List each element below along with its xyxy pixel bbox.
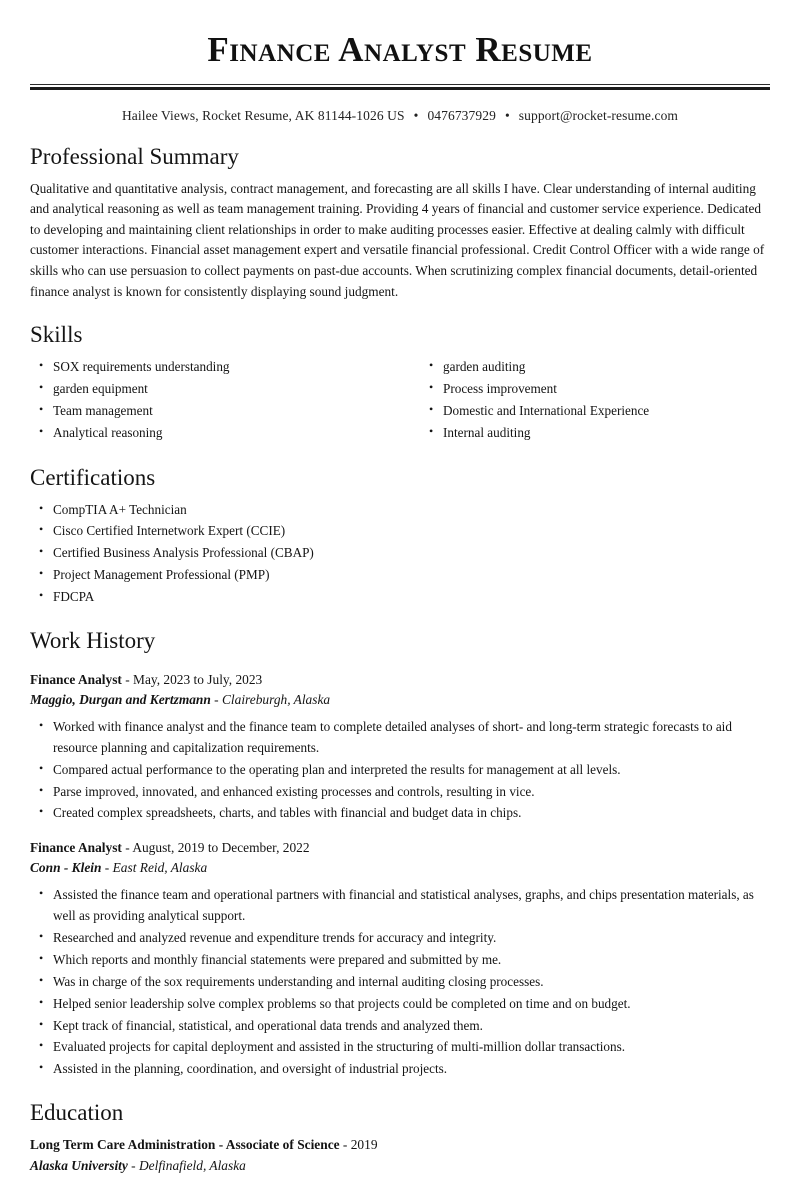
skills-list-left [30, 357, 400, 443]
page-title: Finance Analyst Resume [207, 30, 593, 69]
list-item: • Which reports and monthly financial statements were prepared and submitted by me. [30, 950, 770, 971]
contact-phone: 0476737929 [427, 107, 496, 123]
job-location: East Reid, Alaska [112, 860, 208, 876]
section-heading-certifications: Certifications [30, 464, 156, 490]
job-dates: August, 2019 to December, 2022 [132, 840, 310, 856]
education-dash: - [339, 1137, 351, 1153]
education-school-line [30, 1156, 770, 1177]
contact-address: Hailee Views, Rocket Resume, AK 81144-1026 US [121, 107, 405, 123]
list-item: • Compared actual performance to the operating plan and interpreted the results for management at all levels. [30, 760, 770, 781]
education-degree: Long Term Care Administration - Associate of Science [30, 1137, 340, 1153]
title-divider [30, 84, 770, 90]
contact-separator-2: • [504, 107, 510, 123]
list-item: • Project Management Professional (PMP) [30, 565, 770, 586]
job-dash: - [210, 691, 222, 707]
job-title: Finance Analyst [30, 840, 122, 856]
list-item: • Assisted the finance team and operational partners with financial and statistical analyses, graphs, and chips presentation materials, as well as providing analytical support. [30, 885, 770, 927]
job-employer-line [30, 690, 770, 710]
education-entry [30, 1135, 770, 1177]
education-location: Delfinafield, Alaska [138, 1157, 246, 1173]
list-item: • Assisted in the planning, coordination, and oversight of industrial projects. [30, 1059, 770, 1080]
skills-column-left [30, 357, 400, 444]
job-bullet-list [30, 717, 770, 824]
education-year: 2019 [350, 1137, 378, 1153]
list-item: • Researched and analyzed revenue and expenditure trends for accuracy and integrity. [30, 928, 770, 949]
section-work-history [30, 626, 770, 1080]
list-item: • FDCPA [30, 587, 770, 608]
list-item: • Internal auditing [420, 423, 770, 444]
section-heading-skills: Skills [30, 322, 83, 348]
job-employer-line [30, 858, 770, 878]
job-dates: May, 2023 to July, 2023 [133, 671, 263, 687]
skills-columns [30, 357, 770, 444]
section-professional-summary [30, 142, 770, 303]
list-item: • Created complex spreadsheets, charts, and tables with financial and budget data in chips. [30, 803, 770, 824]
job-employer: Maggio, Durgan and Kertzmann [30, 691, 211, 707]
job-header-line [30, 670, 770, 690]
list-item: • Evaluated projects for capital deployment and assisted in the structuring of multi-million dollar transactions. [30, 1037, 770, 1058]
divider-thick-line [30, 87, 770, 90]
list-item: • CompTIA A+ Technician [30, 500, 770, 521]
job-header-line [30, 838, 770, 858]
section-certifications [30, 463, 770, 608]
section-heading-work-history: Work History [30, 627, 156, 653]
contact-separator-1: • [413, 107, 419, 123]
skills-column-right [400, 357, 770, 444]
contact-email[interactable]: support@rocket-resume.com [518, 107, 679, 123]
list-item: • Certified Business Analysis Professional (CBAP) [30, 543, 770, 564]
job-location: Claireburgh, Alaska [221, 691, 331, 707]
education-school: Alaska University [30, 1157, 128, 1173]
job-dash: - [101, 860, 113, 876]
summary-paragraph: Qualitative and quantitative analysis, contract management, and forecasting are all skills I have. Clear understanding of internal auditing and analytical reasoning as well as team management training. Providing 4 years of financial and customer service experience. Dedicated to developing and maintaining client relationships in order to make auditing processes easier. Effective at dealing calmly with difficult customer interactions. Financial asset management expert and versatile financial professional. Credit Control Officer with a wide range of skills who can use persuasion to collect payments on past-due accounts. When scrutinizing complex financial documents, detail-oriented finance analyst is known for consistently displaying sound judgment. [30, 180, 765, 299]
list-item: • SOX requirements understanding [30, 357, 400, 378]
list-item: • Process improvement [420, 379, 770, 400]
skills-list-right [420, 357, 770, 443]
list-item: • Parse improved, innovated, and enhanced existing processes and controls, resulting in vice. [30, 782, 770, 803]
section-heading-summary: Professional Summary [30, 143, 239, 169]
education-dash: - [127, 1157, 139, 1173]
section-heading-education: Education [30, 1100, 124, 1126]
list-item: • garden equipment [30, 379, 400, 400]
job-dash: - [121, 840, 133, 856]
work-history-entry [30, 838, 770, 1080]
list-item: • Kept track of financial, statistical, and operational data trends and analyzed them. [30, 1016, 770, 1037]
list-item: • Worked with finance analyst and the finance team to complete detailed analyses of short- and long-term strategic forecasts to aid resource planning and capitalization requirements. [30, 717, 770, 759]
list-item: • Cisco Certified Internetwork Expert (CCIE) [30, 521, 770, 542]
education-degree-line [30, 1135, 770, 1156]
list-item: • Domestic and International Experience [420, 401, 770, 422]
job-employer: Conn - Klein [30, 860, 102, 876]
list-item: • Analytical reasoning [30, 423, 400, 444]
section-skills [30, 320, 770, 444]
section-education [30, 1098, 770, 1176]
list-item: • Team management [30, 401, 400, 422]
list-item: • garden auditing [420, 357, 770, 378]
job-title: Finance Analyst [30, 671, 122, 687]
job-bullet-list [30, 885, 770, 1080]
contact-line [30, 108, 770, 124]
list-item: • Helped senior leadership solve complex problems so that projects could be completed on time and on budget. [30, 994, 770, 1015]
list-item: • Was in charge of the sox requirements understanding and internal auditing closing processes. [30, 972, 770, 993]
work-history-entry [30, 670, 770, 825]
job-dash: - [121, 671, 134, 687]
certifications-list [30, 500, 770, 608]
